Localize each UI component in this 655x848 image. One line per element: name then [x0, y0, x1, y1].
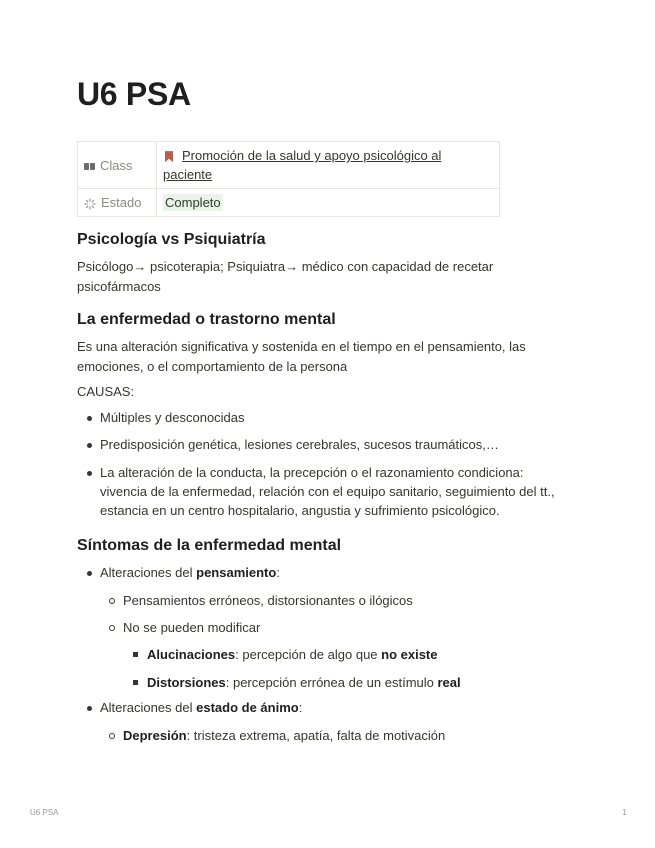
property-value-cell[interactable]	[157, 142, 500, 189]
page-number: 1	[622, 808, 627, 817]
section-heading-enfermedad: La enfermedad o trastorno mental	[77, 311, 336, 328]
list-item: Distorsiones: percepción errónea de un estímulo real	[77, 673, 567, 692]
section-heading-sintomas: Síntomas de la enfermedad mental	[77, 537, 342, 554]
property-name: Class	[100, 157, 133, 173]
list-item: No se pueden modificar	[77, 618, 567, 637]
footer-title: U6 PSA	[30, 808, 59, 817]
class-link[interactable]: Promoción de la salud y apoyo psicológico al paciente	[163, 148, 442, 182]
bullet	[109, 598, 115, 604]
properties-table	[77, 141, 500, 217]
bullet	[133, 652, 138, 657]
property-row-estado	[78, 189, 500, 217]
property-value-cell[interactable]	[157, 189, 500, 217]
section-heading-psicologia: Psicología vs Psiquiatría	[77, 231, 266, 248]
list-item: Alteraciones del estado de ánimo:	[77, 698, 567, 717]
property-name-cell	[78, 189, 157, 217]
list-item: Depresión: tristeza extrema, apatía, falta de motivación	[77, 726, 567, 745]
book-icon	[84, 162, 95, 170]
list-item: Alteraciones del pensamiento:	[77, 563, 567, 582]
bullet	[87, 443, 92, 448]
property-name-cell	[78, 142, 157, 189]
loading-icon	[84, 198, 96, 210]
property-row-class	[78, 142, 500, 189]
causas-label: CAUSAS:	[77, 384, 135, 399]
list-item: Alucinaciones: percepción de algo que no existe	[77, 645, 567, 664]
paragraph-enfermedad: Es una alteración significativa y sostenida en el tiempo en el pensamiento, las emociones, o el comportamiento de la persona	[77, 339, 526, 374]
bullet	[87, 571, 92, 576]
page-title: U6 PSA	[77, 76, 191, 112]
bullet	[87, 416, 92, 421]
list-item: Predisposición genética, lesiones cerebrales, sucesos traumáticos,…	[77, 435, 567, 454]
bullet	[87, 471, 92, 476]
property-name: Estado	[101, 195, 142, 210]
bullet	[109, 733, 115, 739]
bullet	[109, 625, 115, 631]
bullet	[87, 706, 92, 711]
status-badge[interactable]: Completo	[165, 195, 221, 210]
list-item: La alteración de la conducta, la precepción o el razonamiento condiciona: vivencia de la enfermedad, relación con el equipo sanitario, seguimiento del tt., estancia en un centro hospitalario, angustia y sufrimiento psicológico.	[77, 463, 567, 520]
list-item: Múltiples y desconocidas	[77, 408, 567, 427]
bullet	[133, 680, 138, 685]
bookmark-icon	[165, 151, 173, 162]
paragraph-psicologia: Psicólogo→ psicoterapia; Psiquiatra→ médico con capacidad de recetar psicofármacos	[77, 259, 494, 294]
list-item: Pensamientos erróneos, distorsionantes o ilógicos	[77, 591, 567, 610]
